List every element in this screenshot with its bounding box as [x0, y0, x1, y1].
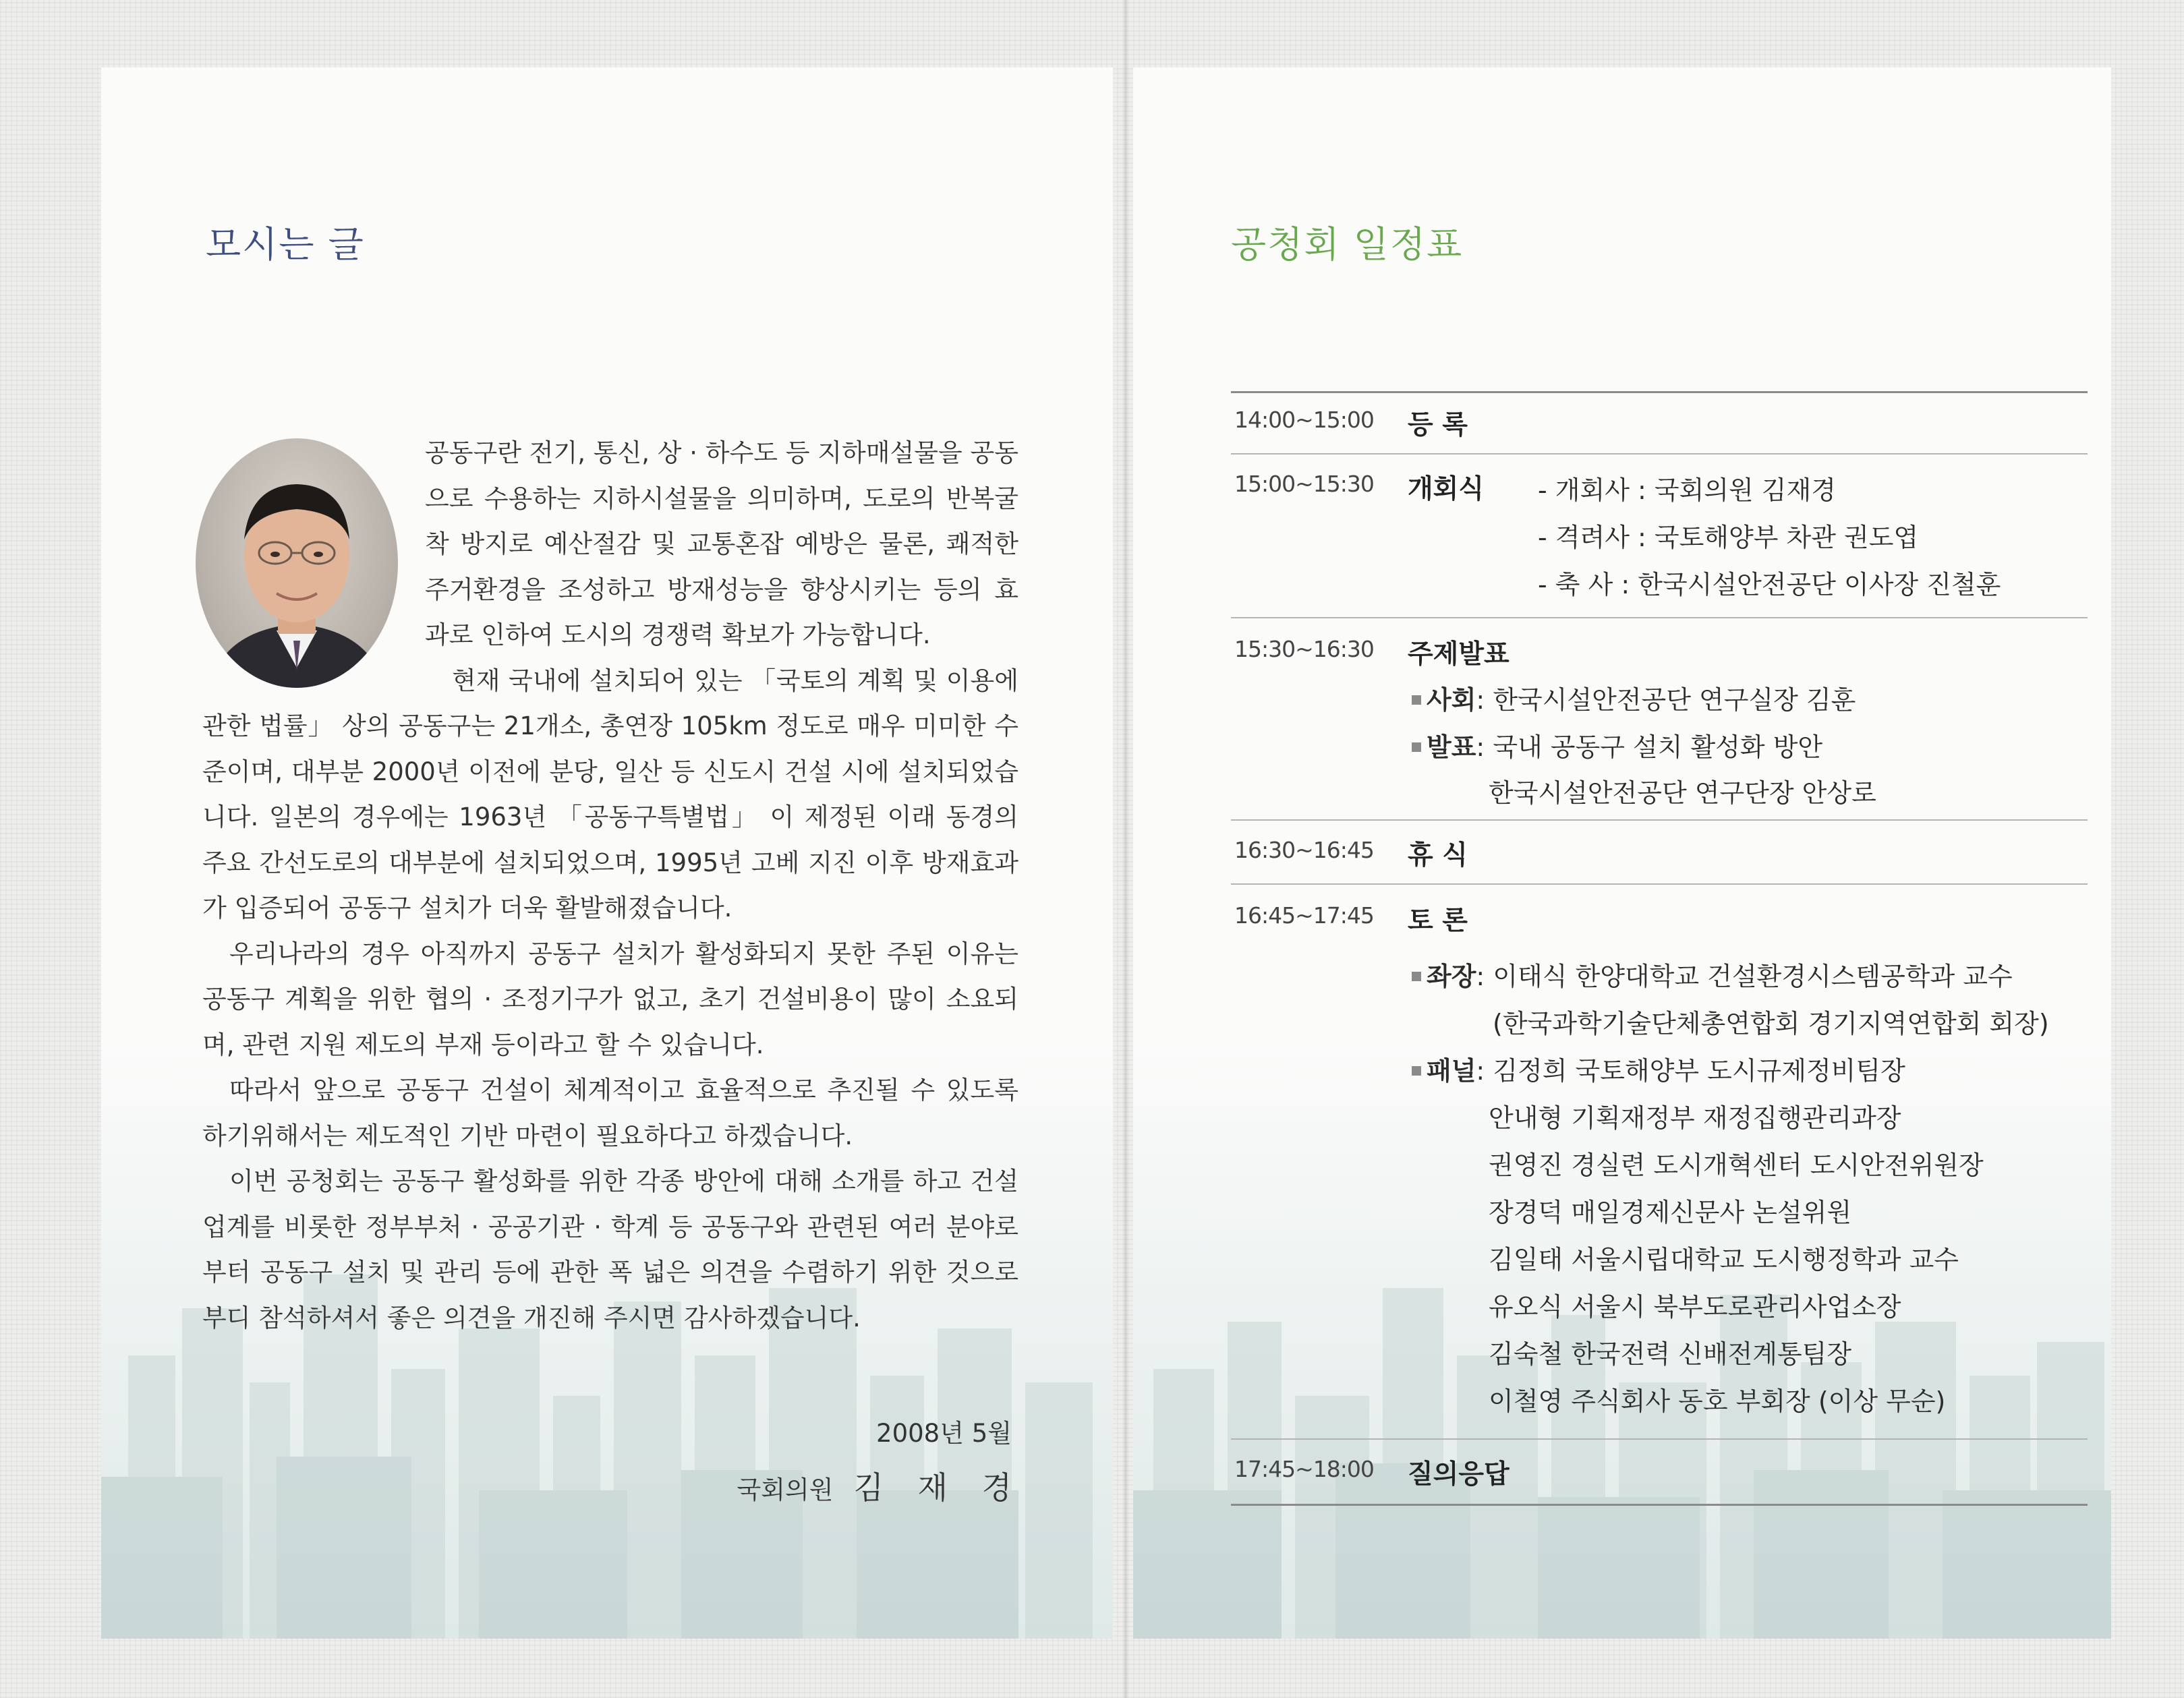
moderator-line: 사회: 한국시설안전공단 연구실장 김훈 — [1412, 679, 1856, 716]
chair-line: 좌장: 이태식 한양대학교 건설환경시스템공학과 교수 — [1412, 956, 2013, 993]
presenter-line: 발표: 국내 공동구 설치 활성화 방안 — [1412, 726, 1822, 763]
schedule-row-break — [1231, 819, 2088, 883]
letter-paragraph: 따라서 앞으로 공동구 건설이 체계적이고 효율적으로 추진될 수 있도록 하기위해서는 제도적인 기반 마련이 필요하다고 하겠습니다. — [202, 1076, 1018, 1150]
invitation-heading: 모시는 글 — [206, 223, 365, 266]
schedule-time: 16:45~17:45 — [1234, 902, 1374, 929]
item-text: 한국시설안전공단 연구실장 김훈 — [1493, 685, 1856, 715]
item-text: 이태식 한양대학교 건설환경시스템공학과 교수 — [1493, 962, 2013, 991]
signer-name: 김 재 경 — [853, 1469, 1024, 1506]
schedule-row-qa — [1231, 1438, 2088, 1504]
opening-line: - 축 사 : 한국시설안전공단 이사장 진철훈 — [1538, 570, 2001, 599]
panel-member: 유오식 서울시 북부도로관리사업소장 — [1489, 1292, 1901, 1322]
schedule-row-opening — [1231, 453, 2088, 617]
letter-paragraph: 공동구란 전기, 통신, 상 · 하수도 등 지하매설물을 공동으로 수용하는 지하시설물을 의미하며, 도로의 반복굴착 방지로 예산절감 및 교통혼잡 예방은 물론, 쾌적한 주거환경을 조성하고 방재성능을 향상시키는 등의 효과로 인하여 도시의 경쟁력 확보가 가능합니다. — [425, 438, 1018, 649]
schedule-table — [1231, 391, 2088, 1506]
schedule-time: 17:45~18:00 — [1234, 1456, 1374, 1482]
page-fold — [1124, 0, 1128, 1698]
panel-member: 안내형 기획재정부 재정집행관리과장 — [1489, 1103, 1901, 1133]
schedule-time: 16:30~16:45 — [1234, 837, 1374, 863]
letter-paragraph: 이번 공청회는 공동구 활성화를 위한 각종 방안에 대해 소개를 하고 건설업계를 비롯한 정부부처 · 공공기관 · 학계 등 공동구와 관련된 여러 분야로 부터 공동구 설치 및 관리 등에 관한 폭 넓은 의견을 수렴하기 위한 것으로 부디 참석하셔서 좋은 의견을 개진해 주시면 감사하겠습니다. — [202, 1167, 1018, 1333]
opening-line: - 개회사 : 국회의원 김재경 — [1538, 475, 1836, 505]
schedule-title: 토 론 — [1408, 906, 1468, 936]
schedule-heading: 공청회 일정표 — [1231, 223, 1464, 266]
letter-paragraph: 현재 국내에 설치되어 있는 「국토의 계획 및 이용에 관한 법률」 상의 공동구는 21개소, 총연장 105km 정도로 매우 미미한 수준이며, 대부분 2000년 이전에 분당, 일산 등 신도시 건설 시에 설치되었습니다. 일본의 경우에는 1963년 「공동구특별법」 이 제정된 이래 동경의 주요 간선도로의 대부분에 설치되었으며, 1995년 고베 지진 이후 방재효과가 입증되어 공동구 설치가 더욱 활발해졌습니다. — [202, 666, 1018, 923]
invitation-letter — [202, 430, 1018, 1341]
schedule-time: 15:00~15:30 — [1234, 471, 1374, 497]
bullet-icon — [1412, 742, 1421, 752]
panel-member: 김숙철 한국전력 신배전계통팀장 — [1489, 1339, 1852, 1369]
letter-paragraph: 우리나라의 경우 아직까지 공동구 설치가 활성화되지 못한 주된 이유는 공동구 계획을 위한 협의 · 조정기구가 없고, 초기 건설비용이 많이 소요되며, 관련 지원 제도의 부재 등이라고 할 수 있습니다. — [202, 939, 1018, 1059]
bullet-icon — [1412, 1066, 1421, 1076]
panel-member: 권영진 경실련 도시개혁센터 도시안전위원장 — [1489, 1150, 1984, 1180]
signer-title: 국회의원 — [737, 1475, 834, 1504]
bullet-icon — [1412, 695, 1421, 705]
schedule-title: 개회식 — [1408, 474, 1485, 504]
opening-line: - 격려사 : 국토해양부 차관 권도엽 — [1538, 523, 1919, 552]
schedule-title: 질의응답 — [1408, 1459, 1510, 1490]
schedule-bottom-rule — [1231, 1504, 2088, 1506]
chair-line: (한국과학기술단체총연합회 경기지역연합회 회장) — [1493, 1009, 2049, 1038]
schedule-row-registration — [1231, 391, 2088, 453]
letter-date: 2008년 5월 — [876, 1419, 1012, 1448]
presenter-line: 한국시설안전공단 연구단장 안상로 — [1489, 778, 1876, 808]
schedule-row-discussion — [1231, 883, 2088, 1438]
panel-member: 김일태 서울시립대학교 도시행정학과 교수 — [1489, 1245, 1959, 1275]
item-label: 발표 — [1427, 732, 1476, 762]
item-label: 패널 — [1427, 1056, 1476, 1086]
portrait-wrap-space — [202, 430, 425, 683]
schedule-time: 15:30~16:30 — [1234, 636, 1374, 662]
item-text: 김정희 국토해양부 도시규제정비팀장 — [1493, 1056, 1905, 1086]
item-label: 사회 — [1427, 685, 1476, 715]
panel-member: 장경덕 매일경제신문사 논설위원 — [1489, 1198, 1852, 1227]
item-label: 좌장 — [1427, 962, 1476, 991]
panel-member: 이철영 주식회사 동호 부회장 (이상 무순) — [1489, 1386, 1946, 1416]
schedule-time: 14:00~15:00 — [1234, 407, 1374, 433]
schedule-row-presentation — [1231, 617, 2088, 819]
schedule-title: 주제발표 — [1408, 639, 1510, 670]
schedule-title: 휴 식 — [1408, 840, 1468, 871]
signature — [737, 1463, 1024, 1508]
schedule-title: 등 록 — [1408, 410, 1468, 440]
panel-line: 패널: 김정희 국토해양부 도시규제정비팀장 — [1412, 1050, 1905, 1087]
bullet-icon — [1412, 972, 1421, 981]
item-text: 국내 공동구 설치 활성화 방안 — [1493, 732, 1823, 762]
